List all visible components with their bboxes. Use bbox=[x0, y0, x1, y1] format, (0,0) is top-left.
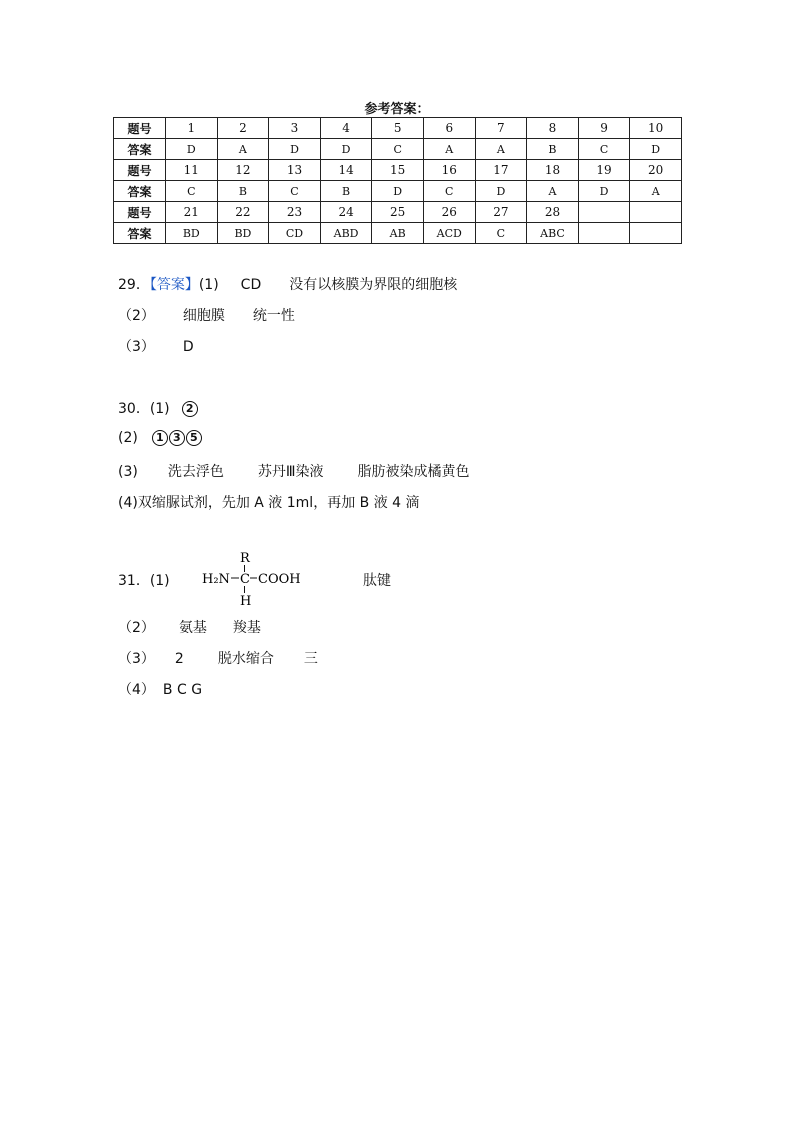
table-cell: A bbox=[630, 181, 682, 202]
table-cell: 24 bbox=[320, 202, 372, 223]
table-row bbox=[114, 160, 682, 181]
table-cell: 2 bbox=[217, 118, 269, 139]
row-header: 答案 bbox=[114, 181, 166, 202]
q31-p2-answer-b: 羧基 bbox=[232, 620, 261, 636]
table-cell: C bbox=[166, 181, 218, 202]
table-cell: 10 bbox=[630, 118, 682, 139]
table-cell: 28 bbox=[527, 202, 579, 223]
table-cell bbox=[630, 223, 682, 244]
formula-c: C bbox=[240, 572, 250, 587]
q30-p2-circles bbox=[152, 430, 203, 446]
circled-number: 5 bbox=[186, 430, 202, 446]
table-cell: 1 bbox=[166, 118, 218, 139]
table-row bbox=[114, 118, 682, 139]
q30-p2-label: (2) bbox=[118, 430, 138, 446]
circled-number: 1 bbox=[152, 430, 168, 446]
table-row bbox=[114, 202, 682, 223]
amino-acid-structure bbox=[196, 548, 316, 610]
q31-p3-label: （3） bbox=[118, 651, 155, 667]
table-cell: 25 bbox=[372, 202, 424, 223]
formula-r: R bbox=[240, 551, 250, 566]
table-cell: D bbox=[166, 139, 218, 160]
row-header: 答案 bbox=[114, 223, 166, 244]
table-cell: 14 bbox=[320, 160, 372, 181]
answer-tag: 【答案】 bbox=[149, 277, 199, 293]
table-cell: AB bbox=[372, 223, 424, 244]
q30-part4: (4)双缩脲试剂，先加 A 液 1ml，再加 B 液 4 滴 bbox=[118, 495, 420, 511]
row-header: 题号 bbox=[114, 118, 166, 139]
table-cell bbox=[578, 223, 630, 244]
table-cell: BD bbox=[166, 223, 218, 244]
q31-p2-label: （2） bbox=[118, 620, 155, 636]
q29-p1-answer-b: 没有以核膜为界限的细胞核 bbox=[289, 277, 458, 293]
answer-key-title: 参考答案： bbox=[364, 102, 430, 117]
table-cell: 22 bbox=[217, 202, 269, 223]
table-cell: D bbox=[578, 181, 630, 202]
q30-p3-answer-a: 洗去浮色 bbox=[167, 464, 224, 480]
answer-table bbox=[113, 117, 682, 244]
q30-p3-answer-c: 脂肪被染成橘黄色 bbox=[357, 464, 470, 480]
q29-p1-label: (1) bbox=[198, 277, 219, 293]
table-cell: D bbox=[320, 139, 372, 160]
q29-p2-label: （2） bbox=[118, 308, 155, 324]
q31-label: 31．(1) bbox=[118, 573, 170, 589]
q31-p4-answer-a: B C G bbox=[162, 682, 203, 698]
q29-p3-label: （3） bbox=[118, 339, 155, 355]
q29-p3-answer-a: D bbox=[182, 339, 194, 355]
table-cell: CD bbox=[269, 223, 321, 244]
table-cell: B bbox=[320, 181, 372, 202]
table-cell: C bbox=[578, 139, 630, 160]
q31-p3-answer-c: 三 bbox=[303, 651, 318, 667]
table-cell: D bbox=[372, 181, 424, 202]
table-cell: 11 bbox=[166, 160, 218, 181]
row-header: 题号 bbox=[114, 202, 166, 223]
table-row bbox=[114, 223, 682, 244]
table-cell: 15 bbox=[372, 160, 424, 181]
table-row bbox=[114, 181, 682, 202]
formula-cooh: COOH bbox=[258, 572, 301, 587]
formula-h2n: H₂N bbox=[202, 572, 230, 587]
table-cell: 6 bbox=[423, 118, 475, 139]
table-cell: 23 bbox=[269, 202, 321, 223]
q31-p3-answer-a: 2 bbox=[174, 651, 184, 667]
q31-part4 bbox=[118, 679, 202, 699]
q29-part2 bbox=[118, 305, 295, 325]
table-cell: D bbox=[630, 139, 682, 160]
q31-p2-answer-a: 氨基 bbox=[178, 620, 207, 636]
table-cell: 20 bbox=[630, 160, 682, 181]
q30-p1-label: 30．(1) bbox=[118, 401, 170, 417]
q29-part3 bbox=[118, 336, 194, 356]
table-cell: BD bbox=[217, 223, 269, 244]
table-cell: A bbox=[475, 139, 527, 160]
q29-p1-answer-a: CD bbox=[240, 277, 262, 293]
table-cell: 19 bbox=[578, 160, 630, 181]
q30-part3 bbox=[118, 461, 470, 481]
table-cell: 7 bbox=[475, 118, 527, 139]
table-cell: 3 bbox=[269, 118, 321, 139]
table-cell: B bbox=[527, 139, 579, 160]
q31-p3-answer-b: 脱水缩合 bbox=[217, 651, 274, 667]
table-cell: 18 bbox=[527, 160, 579, 181]
row-header: 题号 bbox=[114, 160, 166, 181]
table-cell: 12 bbox=[217, 160, 269, 181]
table-cell: 27 bbox=[475, 202, 527, 223]
table-cell: 16 bbox=[423, 160, 475, 181]
q30-p3-label: (3) bbox=[118, 464, 138, 480]
q30-p3-answer-b: 苏丹Ⅲ染液 bbox=[257, 464, 324, 480]
q29-p2-answer-b: 统一性 bbox=[252, 308, 295, 324]
table-cell: 17 bbox=[475, 160, 527, 181]
table-cell: 13 bbox=[269, 160, 321, 181]
table-cell: C bbox=[269, 181, 321, 202]
table-row bbox=[114, 139, 682, 160]
table-cell: 5 bbox=[372, 118, 424, 139]
table-cell: 8 bbox=[527, 118, 579, 139]
row-header: 答案 bbox=[114, 139, 166, 160]
circled-number: 3 bbox=[169, 430, 185, 446]
q31-part2 bbox=[118, 617, 261, 637]
table-cell: D bbox=[475, 181, 527, 202]
table-cell: C bbox=[372, 139, 424, 160]
table-cell: ABC bbox=[527, 223, 579, 244]
table-cell: A bbox=[423, 139, 475, 160]
table-cell: ABD bbox=[320, 223, 372, 244]
circled-number: 2 bbox=[182, 401, 198, 417]
table-cell bbox=[630, 202, 682, 223]
q30-part1 bbox=[118, 398, 199, 418]
table-cell: 9 bbox=[578, 118, 630, 139]
table-cell: 4 bbox=[320, 118, 372, 139]
table-cell: ACD bbox=[423, 223, 475, 244]
q30-p1-circles bbox=[182, 401, 199, 417]
q29-part1 bbox=[118, 274, 457, 294]
table-cell: A bbox=[527, 181, 579, 202]
q31-part3 bbox=[118, 648, 318, 668]
table-cell: 26 bbox=[423, 202, 475, 223]
table-cell: B bbox=[217, 181, 269, 202]
table-cell: C bbox=[475, 223, 527, 244]
q29-p2-answer-a: 细胞膜 bbox=[182, 308, 225, 324]
q31-p1-after: 肽键 bbox=[363, 573, 391, 589]
table-cell: A bbox=[217, 139, 269, 160]
table-cell: D bbox=[269, 139, 321, 160]
table-cell bbox=[578, 202, 630, 223]
q31-p4-label: （4） bbox=[118, 682, 155, 698]
q29-number: 29． bbox=[118, 277, 150, 293]
table-cell: 21 bbox=[166, 202, 218, 223]
q30-part2 bbox=[118, 430, 203, 446]
formula-h: H bbox=[240, 594, 252, 609]
table-cell: C bbox=[423, 181, 475, 202]
